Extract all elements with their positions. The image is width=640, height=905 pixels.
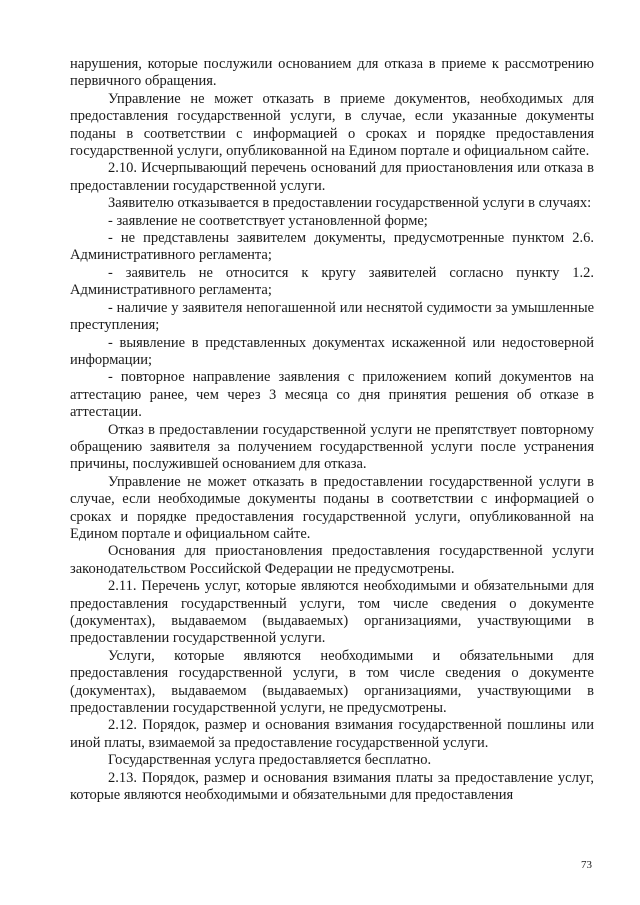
paragraph: Отказ в предоставлении государственной услуги не препятствует повторному обращению заявителя за получением государственной услуги после устранения причины, послужившей основанием для отказа. [70, 421, 594, 473]
list-item: - заявление не соответствует установленной форме; [108, 212, 428, 229]
section-heading-2-11: 2.11. Перечень услуг, которые являются необходимыми и обязательными для предоставления государственный услуги, том числе сведения о документе (документах), выдаваемом (выдаваемых) организациями, участвующими в предоставлении государственной услуги. [70, 578, 594, 647]
section-heading-2-10: 2.10. Исчерпывающий перечень оснований для приостановления или отказа в предоставлении государственной услуги. [70, 160, 594, 194]
paragraph: Основания для приостановления предоставления государственной услуги законодательством Российской Федерации не предусмотрены. [70, 543, 594, 577]
section-heading-2-13: 2.13. Порядок, размер и основания взимания платы за предоставление услуг, которые являются необходимыми и обязательными для предоставления [70, 769, 594, 804]
paragraph: нарушения, которые послужили основанием для отказа в приеме к рассмотрению первичного обращения. [70, 56, 594, 90]
list-item: - повторное направление заявления с приложением копий документов на аттестацию ранее, чем через 3 месяца со дня принятия решения об отказе в аттестации. [70, 369, 594, 421]
section-heading-2-12: 2.12. Порядок, размер и основания взимания государственной пошлины или иной платы, взимаемой за предоставление государственной услуги. [70, 717, 594, 751]
list-item: - не представлены заявителем документы, предусмотренные пунктом 2.6. Административного регламента; [70, 230, 594, 264]
paragraph: Государственная услуга предоставляется бесплатно. [108, 752, 432, 769]
list-item: - выявление в представленных документах искаженной или недостоверной информации; [70, 334, 594, 368]
paragraph: Услуги, которые являются необходимыми и обязательными для предоставления государственной услуги, в том числе сведения о документе (документах), выдаваемом (выдаваемых) организациями, участвующими в предоставлении государственной услуги, не предусмотрены. [70, 647, 594, 717]
list-item: - наличие у заявителя непогашенной или неснятой судимости за умышленные преступления; [70, 299, 594, 334]
page-number: 73 [581, 859, 592, 871]
paragraph: Управление не может отказать в приеме документов, необходимых для предоставления государственной услуги, в случае, если указанные документы поданы в соответствии с информацией о сроках и порядке предоставления государственной услуги, опубликованной на Едином портале и официальном сайте. [70, 90, 594, 160]
paragraph: Заявителю отказывается в предоставлении государственной услуги в случаях: [108, 195, 592, 212]
document-body [70, 56, 594, 804]
list-item: - заявитель не относится к кругу заявителей согласно пункту 1.2. Административного регламента; [70, 264, 594, 299]
paragraph: Управление не может отказать в предоставлении государственной услуги в случае, если необходимые документы поданы в соответствии с информацией о сроках и порядке предоставления государственной услуги, опубликованной на Едином портале и официальном сайте. [70, 473, 594, 542]
